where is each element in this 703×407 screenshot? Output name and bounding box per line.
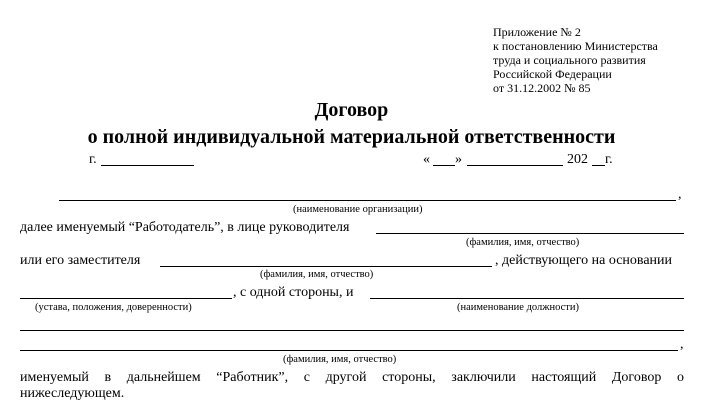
date-day-field[interactable] [433,165,455,166]
appendix-line-3: труда и социального развития [493,53,646,67]
final-paragraph-line-1: именуемый в дальнейшем “Работник”, с другой стороны, заключили настоящий Договор о [20,370,684,385]
appendix-line-2: к постановлению Министерства [493,39,658,53]
date-open-quote: « [423,152,430,167]
appendix-block [493,25,658,95]
worker-name-field[interactable] [20,350,678,351]
organization-field[interactable] [59,200,676,201]
caption-head-name: (фамилия, имя, отчество) [466,237,580,248]
date-close-quote: » [455,152,462,167]
document-title: Договор [314,99,389,121]
appendix-line-1: Приложение № 2 [493,25,581,39]
appendix-line-5: от 31.12.2002 № 85 [493,81,591,95]
caption-basis: (устава, положения, доверенности) [35,302,192,313]
employer-text: далее именуемый “Работодатель”, в лице руководителя [20,220,350,235]
head-name-field[interactable] [376,233,684,234]
caption-organization: (наименование организации) [293,204,423,215]
acting-text: , действующего на основании [495,253,673,268]
caption-deputy-name: (фамилия, имя, отчество) [260,269,374,280]
worker-comma: , [680,337,684,352]
organization-comma: , [678,187,682,202]
city-field[interactable] [101,165,194,166]
caption-worker-name: (фамилия, имя, отчество) [283,354,397,365]
final-paragraph-line-2: нижеследующем. [20,386,125,401]
date-year: 202 [567,152,588,167]
appendix-line-4: Российской Федерации [493,67,612,81]
deputy-text: или его заместителя [20,253,141,268]
date-year-suffix: г. [605,152,613,167]
basis-field[interactable] [20,298,232,299]
document-subtitle: о полной индивидуальной материальной ответственности [87,126,616,148]
city-prefix: г. [89,152,97,167]
date-year-field[interactable] [592,165,605,166]
date-month-field[interactable] [467,165,563,166]
one-side-text: , с одной стороны, и [233,285,354,300]
position-continuation-field[interactable] [20,330,684,331]
deputy-name-field[interactable] [160,266,492,267]
caption-position: (наименование должности) [457,302,580,313]
position-field[interactable] [370,298,684,299]
